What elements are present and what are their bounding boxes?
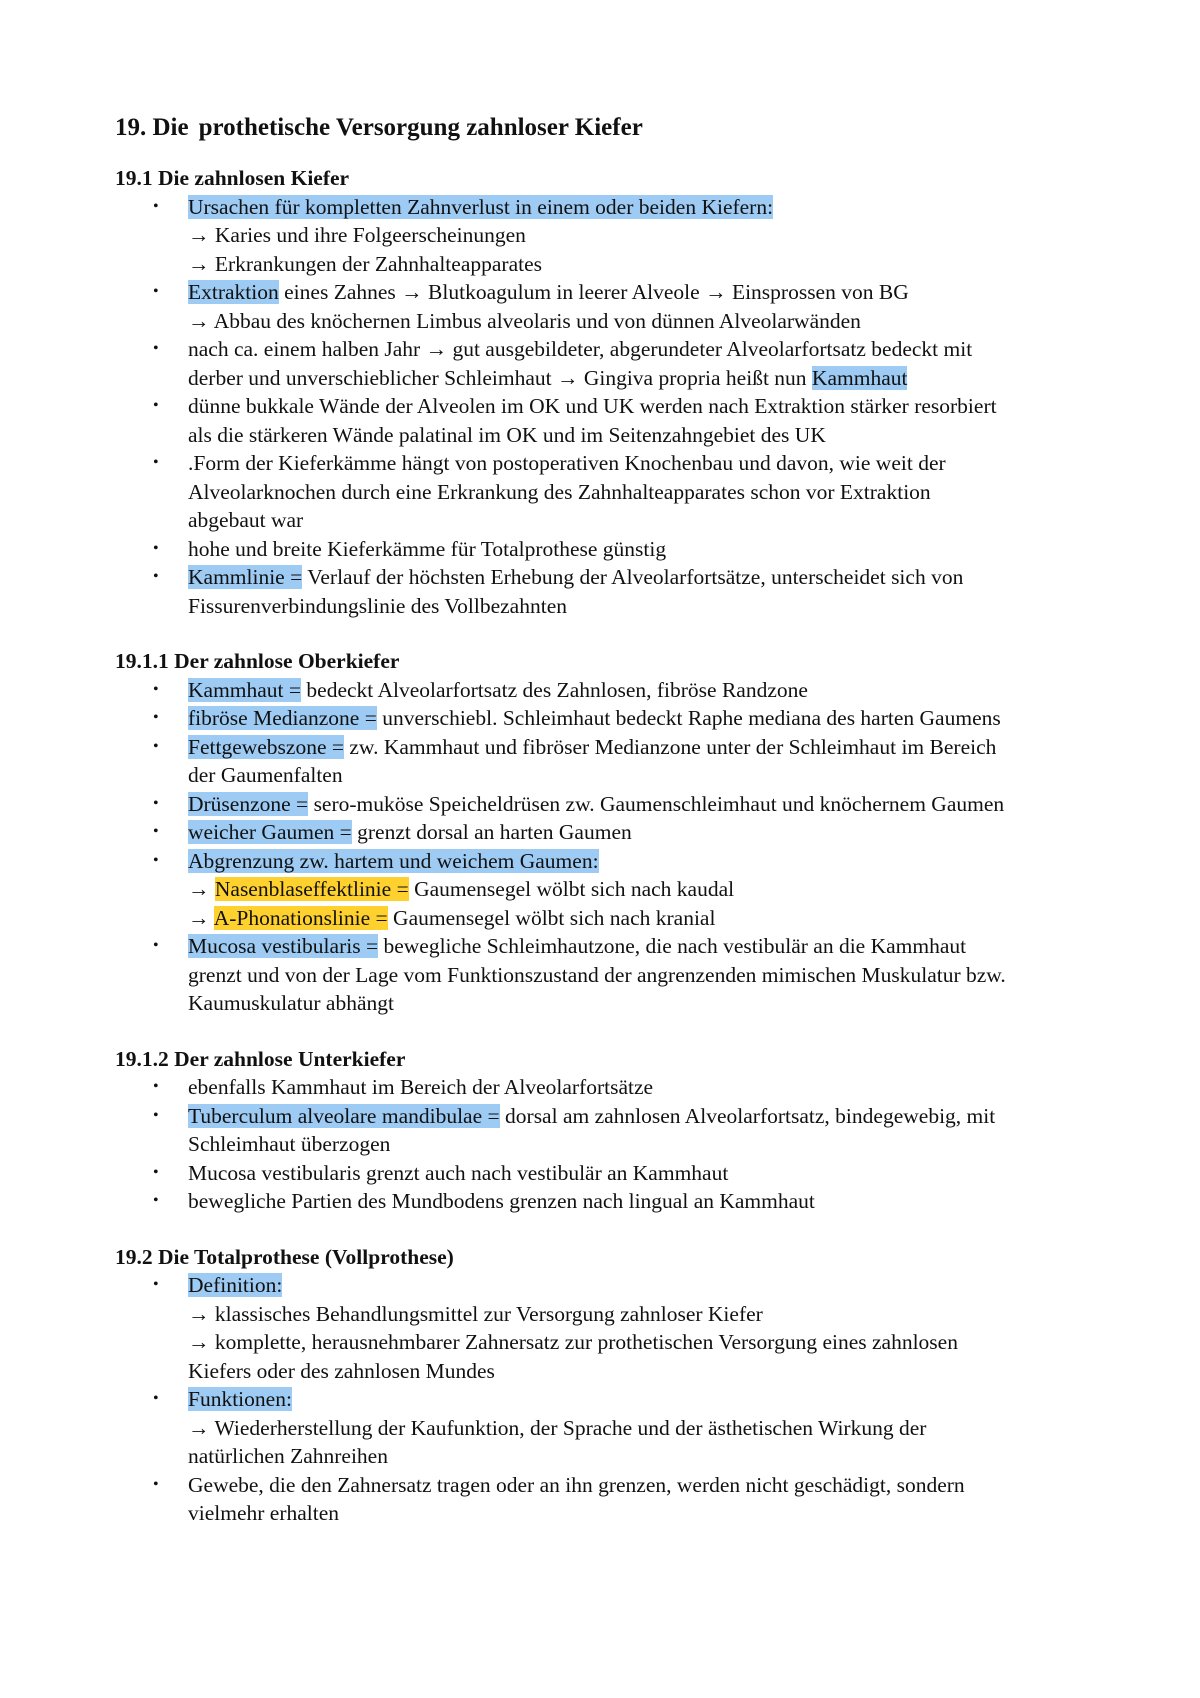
list-item: • Gewebe, die den Zahnersatz tragen oder an ihn grenzen, werden nicht geschädigt, sondern vielmehr erhalten xyxy=(153,1472,965,1525)
bullet-icon: • xyxy=(153,397,159,414)
highlighted-text: Kammhaut xyxy=(811,365,908,390)
section-heading: 19.1.2 Der zahnlose Unterkiefer xyxy=(115,1046,406,1071)
highlighted-text: Abgrenzung zw. hartem und weichem Gaumen: xyxy=(188,848,599,873)
bullet-icon: • xyxy=(153,283,159,300)
highlighted-text: Funktionen: xyxy=(188,1387,292,1411)
chapter-title-text: prothetische Versorgung zahnloser Kiefer xyxy=(198,114,643,141)
list-item: • Kammhaut = bedeckt Alveolarfortsatz des Zahnlosen, fibröse Randzone xyxy=(115,676,1120,705)
section-heading: 19.1 Die zahnlosen Kiefer xyxy=(115,166,350,190)
list-item: • Tuberculum alveolare mandibulae = dorsal am zahnlosen Alveolarfortsatz, bindegewebig, mit Schleimhaut überzogen xyxy=(153,1103,996,1156)
list-item: • .Form der Kieferkämme hängt von postoperativen Knochenbau und davon, wie weit der Alveolarknochen durch eine Erkrankung des Zahnhalteapparates schon vor Extraktion abgebaut war xyxy=(153,451,946,532)
highlighted-text: Kammlinie = xyxy=(188,565,303,589)
section-heading: 19.2 Die Totalprothese (Vollprothese) xyxy=(115,1244,454,1269)
list-item: • Fettgewebszone = zw. Kammhaut und fibröser Medianzone unter der Schleimhaut im Bereich der Gaumenfalten xyxy=(153,734,997,787)
list-item: • Ursachen für kompletten Zahnverlust in einem oder beiden Kiefern: → Karies und ihre Folgeerscheinungen → Erkrankungen der Zahnhalteapparates xyxy=(153,194,774,276)
list-item: • Funktionen: → Wiederherstellung der Kaufunktion, der Sprache und der ästhetischen Wirkung der natürlichen Zahnreihen xyxy=(153,1387,927,1468)
section-19-1 xyxy=(115,164,1120,620)
bullet-list xyxy=(115,1271,1120,1528)
list-item: • Mucosa vestibularis grenzt auch nach vestibulär an Kammhaut xyxy=(115,1159,1120,1188)
highlighted-text: Kammhaut = xyxy=(188,677,302,702)
bullet-icon: • xyxy=(153,1192,159,1209)
list-item: • fibröse Medianzone = unverschiebl. Schleimhaut bedeckt Raphe mediana des harten Gaumens xyxy=(115,704,1120,733)
bullet-icon: • xyxy=(153,568,159,585)
list-item: • Definition: → klassisches Behandlungsmittel zur Versorgung zahnloser Kiefer → komplette, herausnehmbarer Zahnersatz zur prothetischen Versorgung eines zahnlosen Kiefers oder des zahnlosen Mundes xyxy=(153,1273,958,1383)
bullet-icon: • xyxy=(153,794,159,812)
section-19-1-2 xyxy=(115,1045,1120,1216)
bullet-icon: • xyxy=(153,454,159,471)
bullet-icon: • xyxy=(153,1276,159,1293)
list-item: • Abgrenzung zw. hartem und weichem Gaumen: → Nasenblaseffektlinie = Gaumensegel wölbt sich nach kaudal → A-Phonationslinie = Gaumensegel wölbt sich nach kranial xyxy=(153,848,735,930)
bullet-icon: • xyxy=(153,539,159,557)
bullet-icon: • xyxy=(153,1078,159,1095)
list-item: • Extraktion eines Zahnes → Blutkoagulum in leerer Alveole → Einsprossen von BG → Abbau des knöchernen Limbus alveolaris und von dünnen Alveolarwänden xyxy=(153,280,909,333)
chapter-title xyxy=(115,112,1120,144)
highlighted-text: Drüsenzone = xyxy=(188,791,309,816)
bullet-icon: • xyxy=(153,1106,159,1124)
list-item: • dünne bukkale Wände der Alveolen im OK und UK werden nach Extraktion stärker resorbiert als die stärkeren Wände palatinal im OK und im Seitenzahngebiet des UK xyxy=(153,394,997,447)
list-item: • weicher Gaumen = grenzt dorsal an harten Gaumen xyxy=(115,818,1120,847)
bullet-icon: • xyxy=(153,937,159,954)
bullet-icon: • xyxy=(153,1475,159,1493)
highlighted-text-yellow: A-Phonationslinie = xyxy=(213,905,388,930)
list-item: • hohe und breite Kieferkämme für Totalprothese günstig xyxy=(115,535,1120,564)
list-item: • Kammlinie = Verlauf der höchsten Erhebung der Alveolarfortsätze, unterscheidet sich von Fissurenverbindungslinie des Vollbezahnten xyxy=(153,565,964,618)
highlighted-text: Extraktion xyxy=(188,280,279,304)
list-item: • ebenfalls Kammhaut im Bereich der Alveolarfortsätze xyxy=(115,1073,1120,1102)
highlighted-text: Mucosa vestibularis = xyxy=(188,934,379,958)
highlighted-text: fibröse Medianzone = xyxy=(188,706,377,730)
highlighted-text: Tuberculum alveolare mandibulae = xyxy=(188,1103,500,1128)
bullet-icon: • xyxy=(153,823,159,840)
section-heading: 19.1.1 Der zahnlose Oberkiefer xyxy=(115,649,400,673)
list-item: • nach ca. einem halben Jahr → gut ausgebildeter, abgerundeter Alveolarfortsatz bedeckt mit derber und unverschieblicher Schleimhaut → Gingiva propria heißt nun Kammhaut xyxy=(153,337,973,390)
highlighted-text: weicher Gaumen = xyxy=(188,820,352,844)
bullet-list xyxy=(115,676,1120,1018)
bullet-icon: • xyxy=(153,1390,159,1407)
bullet-icon: • xyxy=(153,680,159,698)
highlighted-text: Definition: xyxy=(188,1273,283,1297)
bullet-icon: • xyxy=(153,737,159,755)
bullet-icon: • xyxy=(153,340,159,357)
highlighted-text-yellow: Nasenblaseffektlinie = xyxy=(214,877,409,901)
chapter-number: 19. Die xyxy=(115,114,189,141)
highlighted-text: Fettgewebszone = xyxy=(188,734,345,759)
section-19-1-1 xyxy=(115,647,1120,1018)
bullet-icon: • xyxy=(153,709,159,726)
list-item: • Mucosa vestibularis = bewegliche Schleimhautzone, die nach vestibulär an die Kammhaut grenzt und von der Lage vom Funktionszustand der angrenzenden mimischen Muskulatur bzw. Kaumuskulatur abhängt xyxy=(153,934,1006,1015)
bullet-icon: • xyxy=(153,1163,159,1181)
section-19-2 xyxy=(115,1243,1120,1528)
bullet-list xyxy=(115,193,1120,621)
bullet-icon: • xyxy=(153,197,159,215)
highlighted-text: Ursachen für kompletten Zahnverlust in einem oder beiden Kiefern: xyxy=(188,194,774,219)
list-item: • Drüsenzone = sero-muköse Speicheldrüsen zw. Gaumenschleimhaut und knöchernem Gaumen xyxy=(115,790,1120,819)
list-item: • bewegliche Partien des Mundbodens grenzen nach lingual an Kammhaut xyxy=(115,1187,1120,1216)
bullet-icon: • xyxy=(153,851,159,869)
bullet-list xyxy=(115,1073,1120,1216)
